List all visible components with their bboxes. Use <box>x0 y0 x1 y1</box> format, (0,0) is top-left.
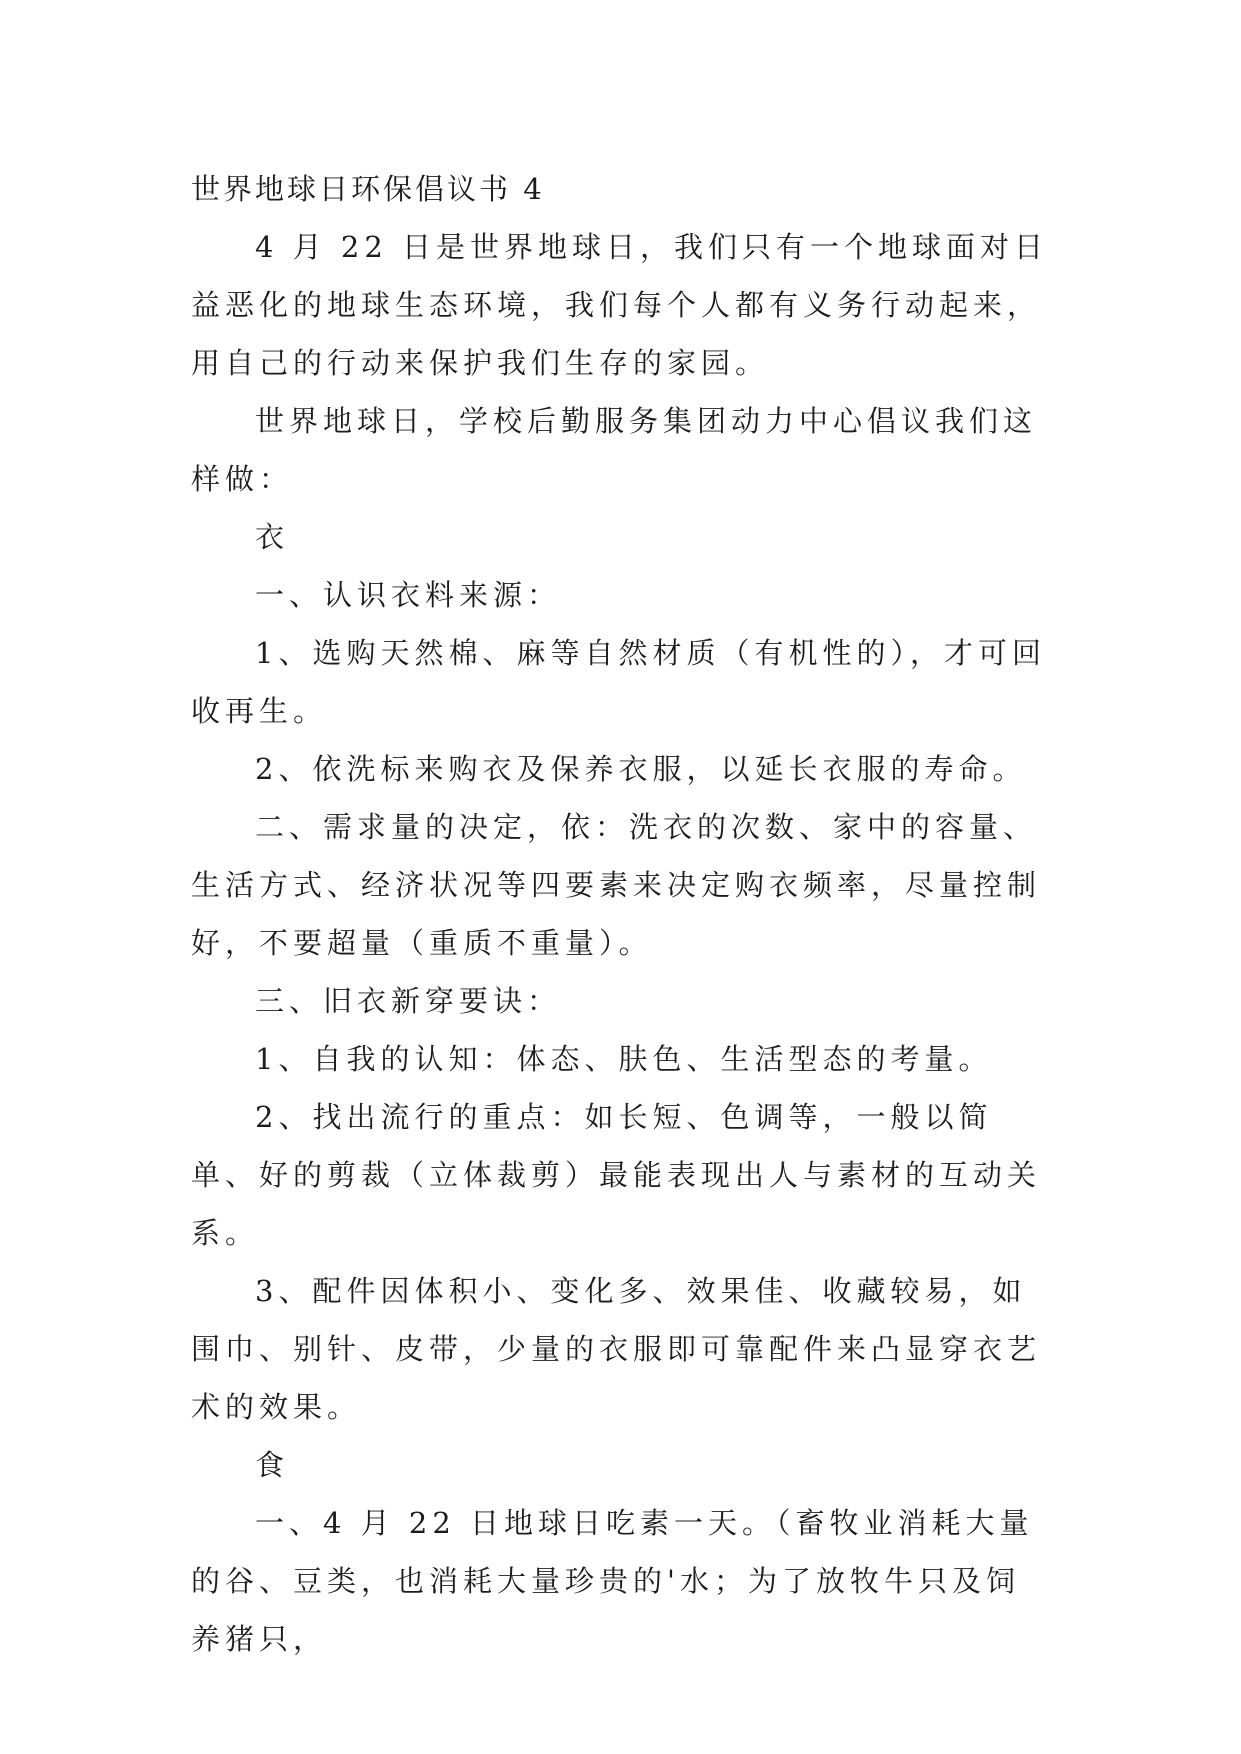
paragraph: 二、需求量的决定，依：洗衣的次数、家中的容量、生活方式、经济状况等四要素来决定购衣频率，尽量控制好，不要超量（重质不重量）。 <box>191 810 1042 960</box>
paragraph: 1、自我的认知：体态、肤色、生活型态的考量。 <box>255 1042 993 1076</box>
section-heading-clothing: 衣 <box>255 520 290 554</box>
paragraph: 一、认识衣料来源： <box>255 578 562 612</box>
paragraph: 3、配件因体积小、变化多、效果佳、收藏较易，如围巾、别针、皮带，少量的衣服即可靠配件来凸显穿衣艺术的效果。 <box>191 1274 1042 1424</box>
section-heading-food: 食 <box>255 1448 290 1482</box>
paragraph: 4 月 22 日是世界地球日，我们只有一个地球面对日益恶化的地球生态环境，我们每个人都有义务行动起来，用自己的行动来保护我们生存的家园。 <box>191 230 1049 380</box>
paragraph: 一、4 月 22 日地球日吃素一天。（畜牧业消耗大量的谷、豆类，也消耗大量珍贵的'水；为了放牧牛只及饲养猪只， <box>191 1506 1034 1656</box>
paragraph: 世界地球日，学校后勤服务集团动力中心倡议我们这样做： <box>191 404 1038 496</box>
paragraph: 1、选购天然棉、麻等自然材质（有机性的），才可回收再生。 <box>191 636 1046 728</box>
paragraph: 2、找出流行的重点：如长短、色调等，一般以简单、好的剪裁（立体裁剪）最能表现出人与素材的互动关系。 <box>191 1100 1042 1250</box>
document-title: 世界地球日环保倡议书 4 <box>191 172 545 206</box>
document-body <box>191 160 1051 1668</box>
paragraph: 三、旧衣新穿要诀： <box>255 984 562 1018</box>
paragraph: 2、依洗标来购衣及保养衣服，以延长衣服的寿命。 <box>255 752 1027 786</box>
